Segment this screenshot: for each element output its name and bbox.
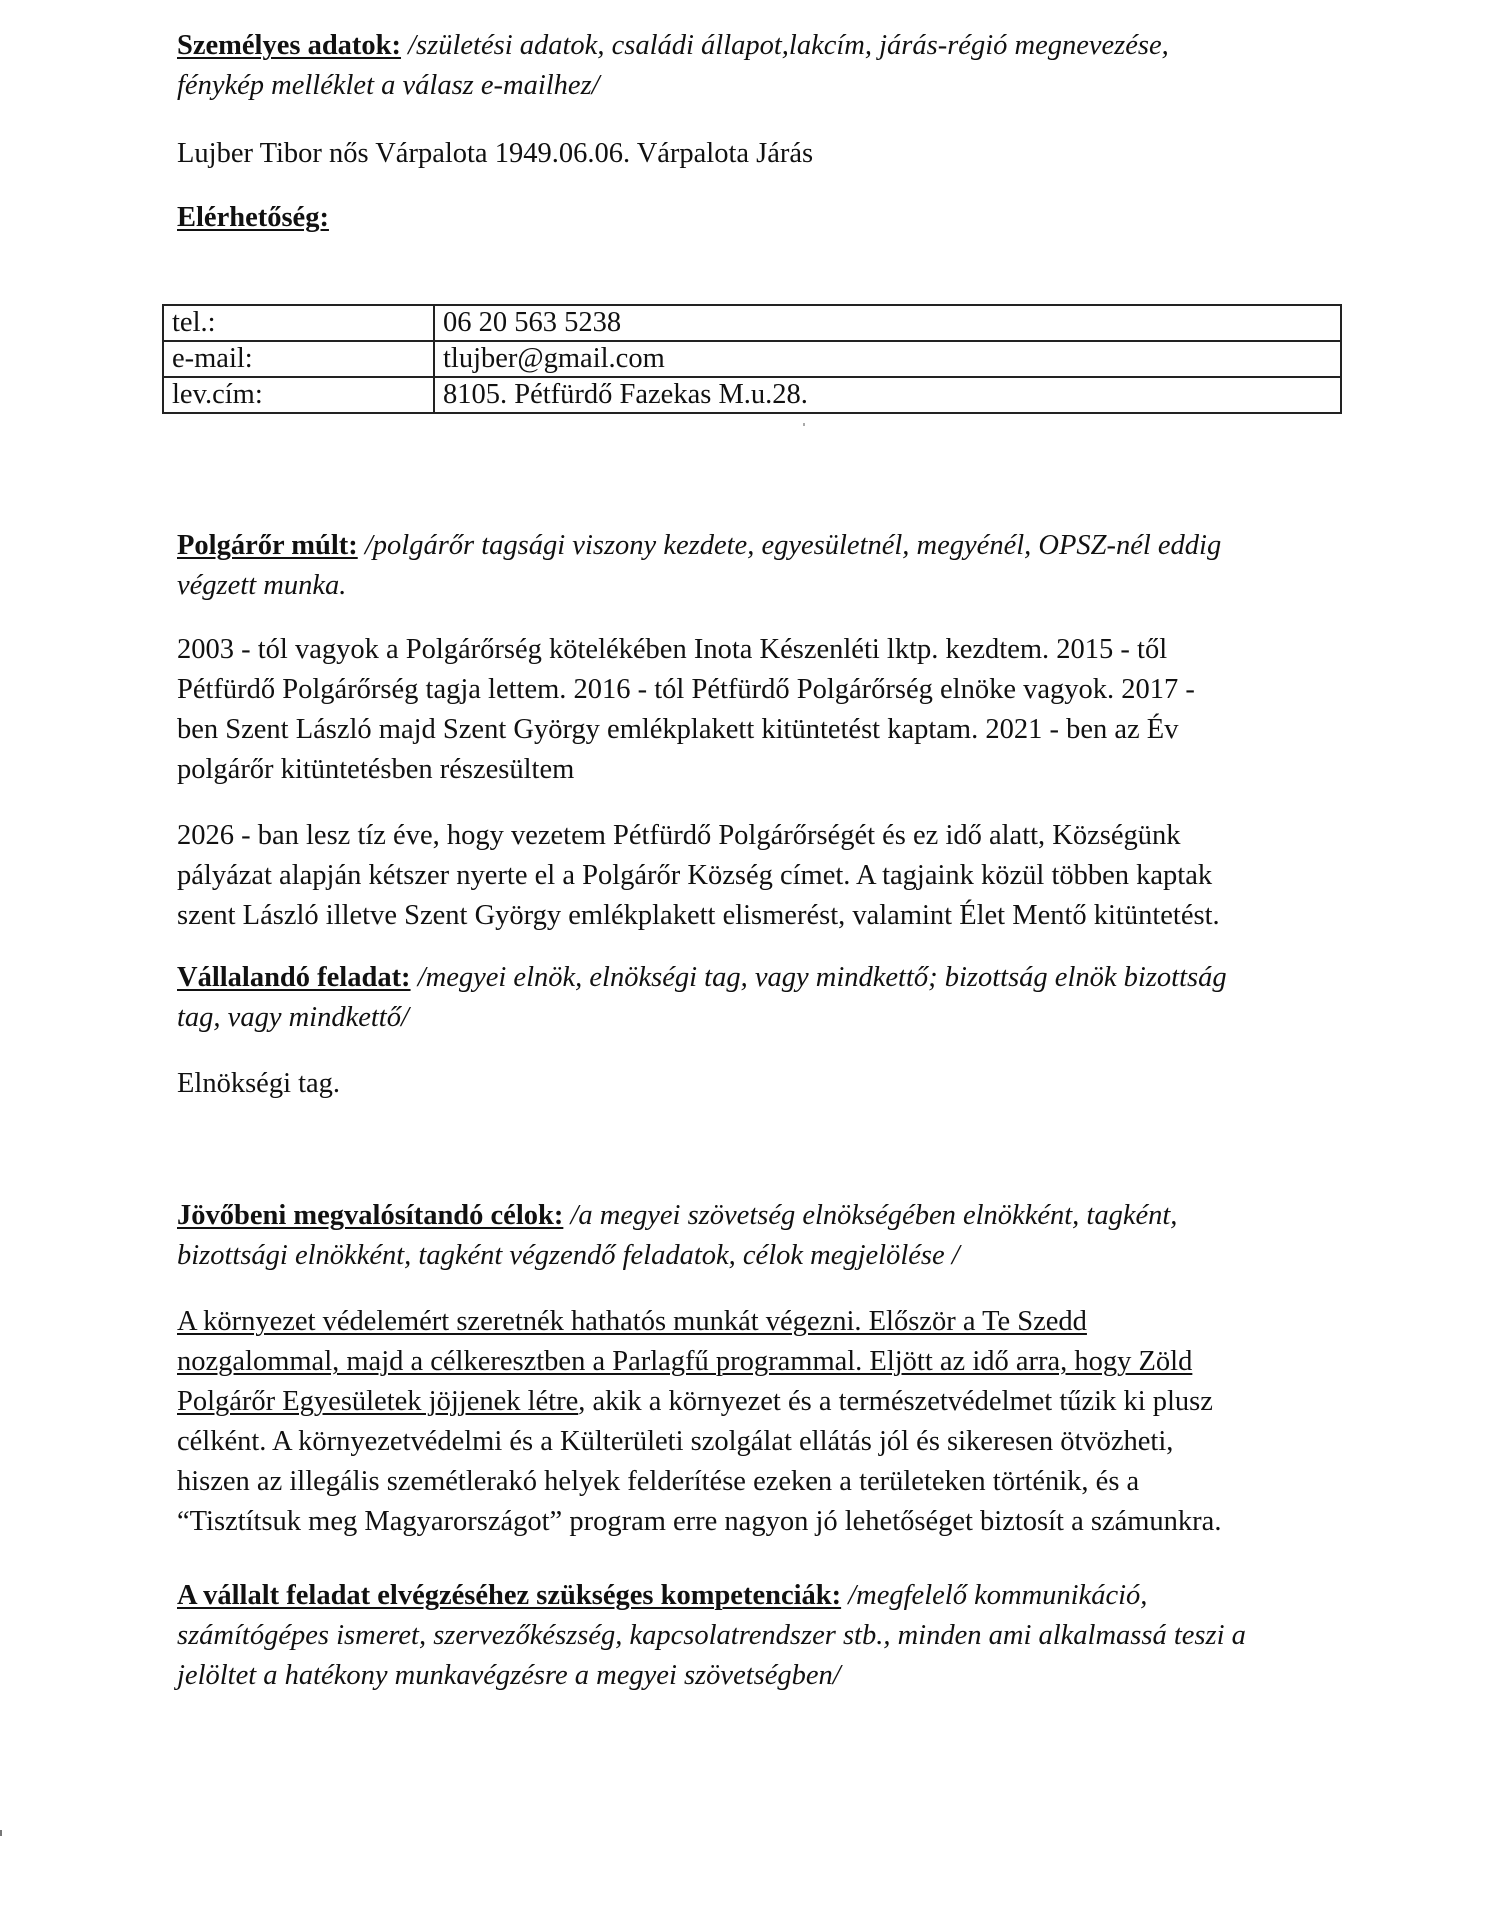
scan-speck [0,1830,2,1836]
goals-line-underlined: A környezet védelemért szeretnék hathatós munkát végezni. Először a Te Szedd [177,1306,1087,1337]
history-p1-line: Pétfürdő Polgárőrség tagja lettem. 2016 - tól Pétfürdő Polgárőrség elnöke vagyok. 2017 - [177,674,1195,705]
history-p2-line: 2026 - ban lesz tíz éve, hogy vezetem Pétfürdő Polgárőrségét és ez idő alatt, Községünk [177,820,1181,851]
history-hint: /polgárőr tagsági viszony kezdete, egyesületnél, megyénél, OPSZ-nél eddig [357,530,1222,561]
history-section [177,526,1337,606]
competencies-section [177,1576,1337,1696]
goals-section [177,1196,1337,1276]
task-section [177,958,1337,1038]
goals-hint: /a megyei szövetség elnökségében elnökként, tagként, [563,1200,1178,1231]
task-hint-line2: tag, vagy mindkettő/ [177,1002,409,1033]
contact-table [162,304,1342,414]
history-p1-line: polgárőr kitüntetésben részesültem [177,754,575,785]
history-p1-line: ben Szent László majd Szent György emlékplakett kitüntetést kaptam. 2021 - ben az Év [177,714,1179,745]
scan-speck [803,423,805,426]
contact-row-email [163,341,1341,377]
contact-row-phone [163,305,1341,341]
contact-section [177,198,1337,238]
goals-line-text: “Tisztítsuk meg Magyarországot” program erre nagyon jó lehetőséget biztosít a számunkra. [177,1506,1222,1537]
history-p2-line: szent László illetve Szent György emlékplakett elismerést, valamint Élet Mentő kitüntetést. [177,900,1220,931]
task-text: Elnökségi tag. [177,1068,341,1099]
goals-line-text: hiszen az illegális szemétlerakó helyek felderítése ezeken a területeken történik, és a [177,1466,1140,1497]
contact-address-value: 8105. Pétfürdő Fazekas M.u.28. [434,377,1341,413]
personal-data-text: Lujber Tibor nős Várpalota 1949.06.06. Várpalota Járás [177,138,814,169]
history-paragraph-2 [177,816,1337,936]
task-hint: /megyei elnök, elnökségi tag, vagy mindkettő; bizottság elnök bizottság [410,962,1227,993]
competencies-hint-line2: számítógépes ismeret, szervezőkészség, kapcsolatrendszer stb., minden ami alkalmassá teszi a [177,1620,1246,1651]
goals-line-underlined: nozgalommal, majd a célkeresztben a Parlagfű programmal. Eljött az idő arra, hogy Zöld [177,1346,1193,1377]
competencies-heading: A vállalt feladat elvégzéséhez szükséges kompetenciák: [177,1580,842,1611]
competencies-hint: /megfelelő kommunikáció, [841,1580,1148,1611]
competencies-hint-line3: jelöltet a hatékony munkavégzésre a megyei szövetségben/ [177,1660,841,1691]
goals-hint-line2: bizottsági elnökként, tagként végzendő feladatok, célok megjelölése / [177,1240,960,1271]
history-paragraph-1 [177,630,1337,790]
goals-line-text: célként. A környezetvédelmi és a Külterületi szolgálat ellátás jól és sikeresen ötvözheti, [177,1426,1174,1457]
personal-data-section [177,26,1337,106]
history-hint-line2: végzett munka. [177,570,347,601]
goals-line-underlined: Polgárőr Egyesületek jöjjenek létre [177,1386,579,1417]
goals-line-text: , akik a környezet és a természetvédelmet tűzik ki plusz [578,1386,1213,1417]
contact-row-address [163,377,1341,413]
history-heading: Polgárőr múlt: [177,530,358,561]
personal-data-hint-line2: fénykép melléklet a válasz e-mailhez/ [177,70,600,101]
goals-heading: Jövőbeni megvalósítandó célok: [177,1200,564,1231]
contact-phone-value: 06 20 563 5238 [434,305,1341,341]
contact-email-value: tlujber@gmail.com [434,341,1341,377]
contact-label: e-mail: [163,341,434,377]
personal-data-heading: Személyes adatok: [177,30,402,61]
history-p1-line: 2003 - tól vagyok a Polgárőrség kötelékében Inota Készenléti lktp. kezdtem. 2015 - től [177,634,1168,665]
personal-data-hint: /születési adatok, családi állapot,lakcím, járás-régió megnevezése, [401,30,1169,61]
task-value [177,1064,1337,1104]
personal-data-value [177,134,1337,174]
contact-label: lev.cím: [163,377,434,413]
contact-heading: Elérhetőség: [177,202,329,233]
history-p2-line: pályázat alapján kétszer nyerte el a Polgárőr Község címet. A tagjaink közül többen kaptak [177,860,1213,891]
task-heading: Vállalandó feladat: [177,962,411,993]
goals-paragraph [177,1302,1337,1542]
contact-label: tel.: [163,305,434,341]
